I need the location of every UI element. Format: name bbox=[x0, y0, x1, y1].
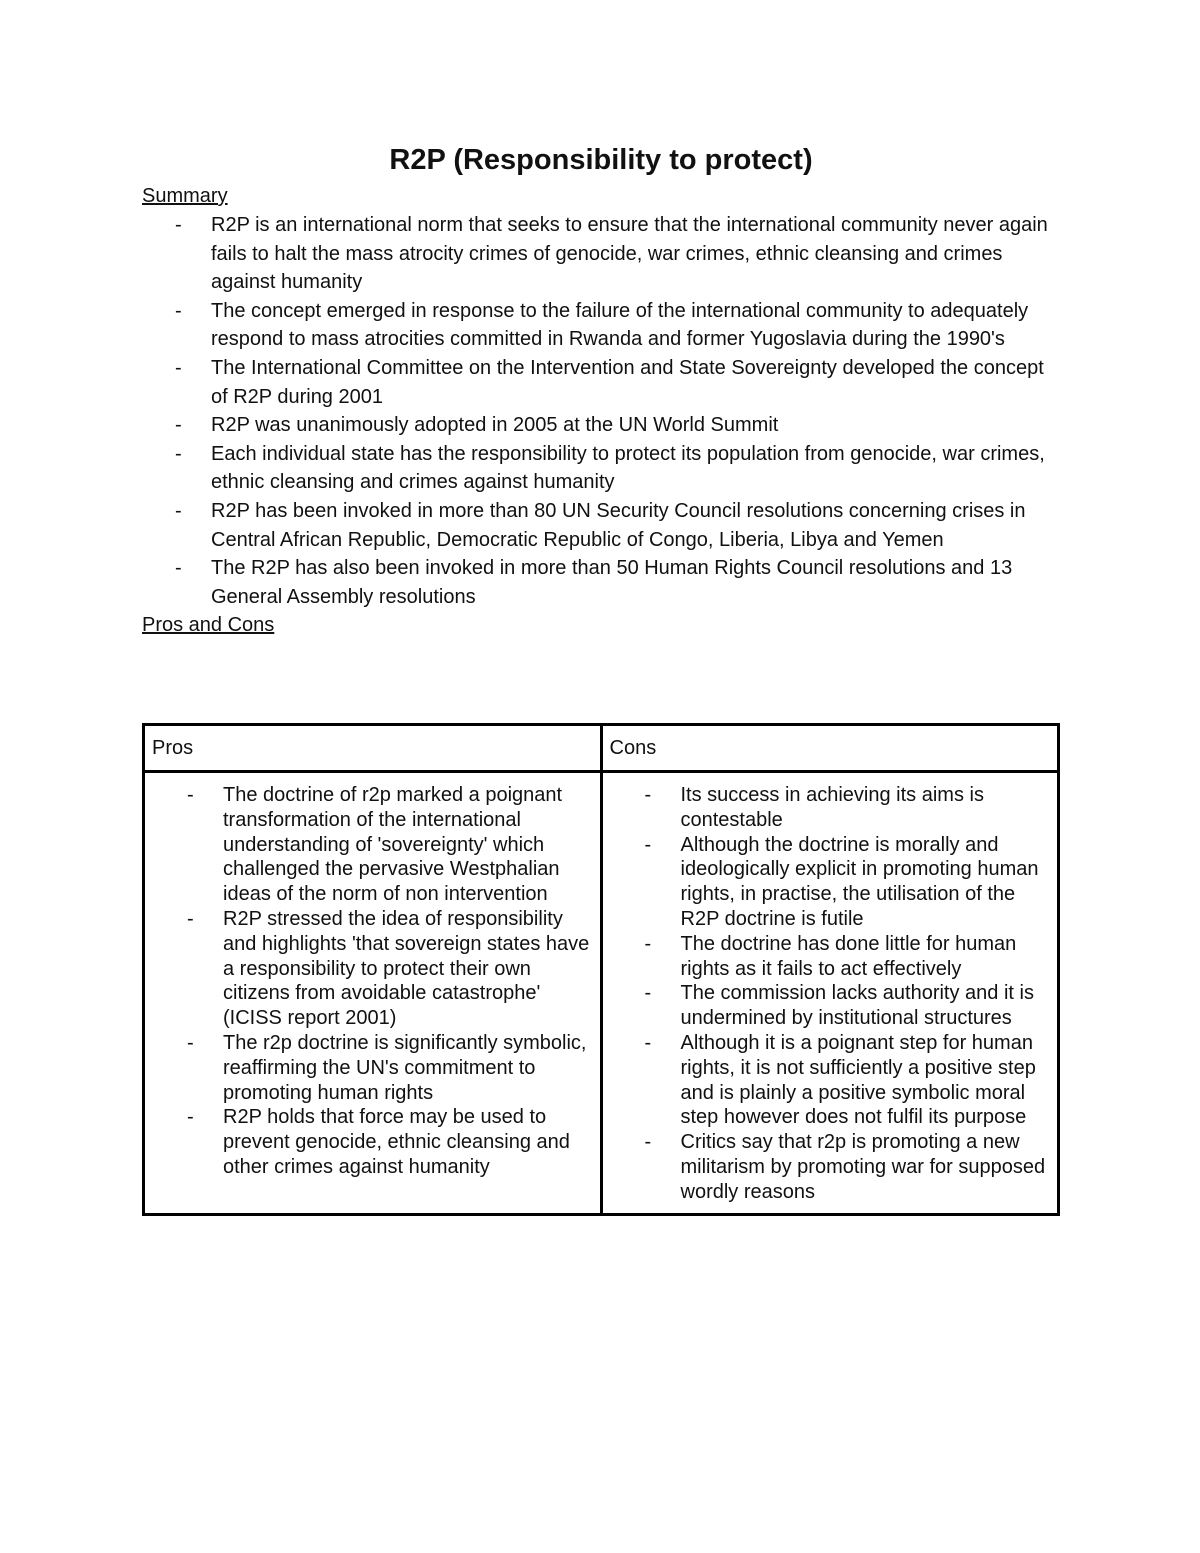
document-page bbox=[142, 140, 1060, 640]
list-item-text: R2P was unanimously adopted in 2005 at the UN World Summit bbox=[211, 414, 779, 437]
list-item-text: The doctrine of r2p marked a poignant transformation of the international understanding of 'sovereignty' which challenged the pervasive Westphalian ideas of the norm of non intervention bbox=[223, 784, 563, 906]
list-item bbox=[153, 1031, 592, 1105]
list-item-text: The International Committee on the Intervention and State Sovereignty developed the concept of R2P during 2001 bbox=[211, 356, 1044, 408]
list-item-text: Although the doctrine is morally and ideologically explicit in promoting human rights, in practise, the utilisation of the R2P doctrine is futile bbox=[680, 833, 1039, 930]
list-item-text: Although it is a poignant step for human rights, it is not sufficiently a positive step and is plainly a positive symbolic moral step however does not fulfil its purpose bbox=[680, 1031, 1036, 1129]
dash-bullet-icon: - bbox=[644, 1031, 652, 1054]
list-item bbox=[142, 554, 1060, 611]
list-item-text: The r2p doctrine is significantly symbolic, reaffirming the UN's commitment to promoting human rights bbox=[223, 1031, 587, 1104]
list-item-text: Its success in achieving its aims is contestable bbox=[680, 784, 984, 831]
dash-bullet-icon: - bbox=[187, 1106, 194, 1129]
dash-bullet-icon: - bbox=[644, 1131, 652, 1154]
dash-bullet-icon: - bbox=[175, 557, 182, 580]
pros-list bbox=[153, 783, 592, 1180]
list-item-text: Each individual state has the responsibility to protect its population from genocide, war crimes, ethnic cleansing and crimes against humanity bbox=[211, 442, 1045, 494]
summary-heading: Summary bbox=[142, 185, 228, 207]
dash-bullet-icon: - bbox=[644, 932, 652, 955]
list-item-text: The concept emerged in response to the failure of the international community to adequately respond to mass atrocities committed in Rwanda and former Yugoslavia during the 1990's bbox=[211, 299, 1029, 351]
list-item bbox=[142, 354, 1060, 411]
list-item bbox=[142, 497, 1060, 554]
dash-bullet-icon: - bbox=[175, 356, 182, 379]
cons-header: Cons bbox=[601, 725, 1059, 772]
list-item bbox=[142, 297, 1060, 354]
list-item bbox=[611, 1130, 1050, 1204]
list-item bbox=[611, 783, 1050, 833]
cons-cell bbox=[601, 772, 1059, 1215]
list-item-text: R2P stressed the idea of responsibility and highlights 'that sovereign states have a responsibility to protect their own citizens from avoidable catastrophe' (ICISS report 2001) bbox=[223, 907, 590, 1030]
summary-list bbox=[142, 211, 1060, 611]
list-item bbox=[153, 1105, 592, 1179]
dash-bullet-icon: - bbox=[187, 907, 194, 930]
list-item bbox=[142, 411, 1060, 440]
pros-cell bbox=[144, 772, 602, 1215]
list-item-text: R2P has been invoked in more than 80 UN Security Council resolutions concerning crises in Central African Republic, Democratic Republic of Congo, Liberia, Libya and Yemen bbox=[211, 499, 1026, 551]
list-item-text: The commission lacks authority and it is undermined by institutional structures bbox=[680, 982, 1034, 1030]
pros-cons-table bbox=[142, 723, 1060, 1216]
list-item bbox=[611, 833, 1050, 932]
list-item-text: R2P is an international norm that seeks to ensure that the international community never again fails to halt the mass atrocity crimes of genocide, war crimes, ethnic cleansing and crimes against humanity bbox=[211, 214, 1048, 294]
dash-bullet-icon: - bbox=[187, 1031, 194, 1054]
dash-bullet-icon: - bbox=[175, 499, 182, 522]
list-item bbox=[611, 981, 1050, 1031]
pros-cons-heading: Pros and Cons bbox=[142, 614, 275, 637]
dash-bullet-icon: - bbox=[644, 833, 652, 856]
dash-bullet-icon: - bbox=[644, 784, 652, 806]
table-row bbox=[144, 772, 1059, 1215]
document-title: R2P (Responsibility to protect) bbox=[389, 144, 813, 176]
dash-bullet-icon: - bbox=[644, 982, 652, 1005]
table-header-row bbox=[144, 725, 1059, 772]
list-item bbox=[153, 783, 592, 907]
list-item-text: R2P holds that force may be used to prevent genocide, ethnic cleansing and other crimes against humanity bbox=[223, 1106, 570, 1178]
list-item bbox=[142, 211, 1060, 297]
list-item bbox=[611, 932, 1050, 982]
dash-bullet-icon: - bbox=[175, 299, 182, 322]
list-item bbox=[142, 440, 1060, 497]
list-item-text: Critics say that r2p is promoting a new militarism by promoting war for supposed wordly reasons bbox=[680, 1131, 1046, 1203]
list-item-text: The R2P has also been invoked in more than 50 Human Rights Council resolutions and 13 General Assembly resolutions bbox=[211, 557, 1013, 608]
cons-list bbox=[611, 783, 1050, 1205]
list-item bbox=[153, 907, 592, 1031]
dash-bullet-icon: - bbox=[175, 214, 182, 236]
dash-bullet-icon: - bbox=[175, 414, 182, 437]
list-item-text: The doctrine has done little for human rights as it fails to act effectively bbox=[680, 932, 1017, 980]
dash-bullet-icon: - bbox=[175, 442, 182, 465]
list-item bbox=[611, 1031, 1050, 1130]
pros-header: Pros bbox=[144, 725, 602, 772]
dash-bullet-icon: - bbox=[187, 784, 194, 806]
